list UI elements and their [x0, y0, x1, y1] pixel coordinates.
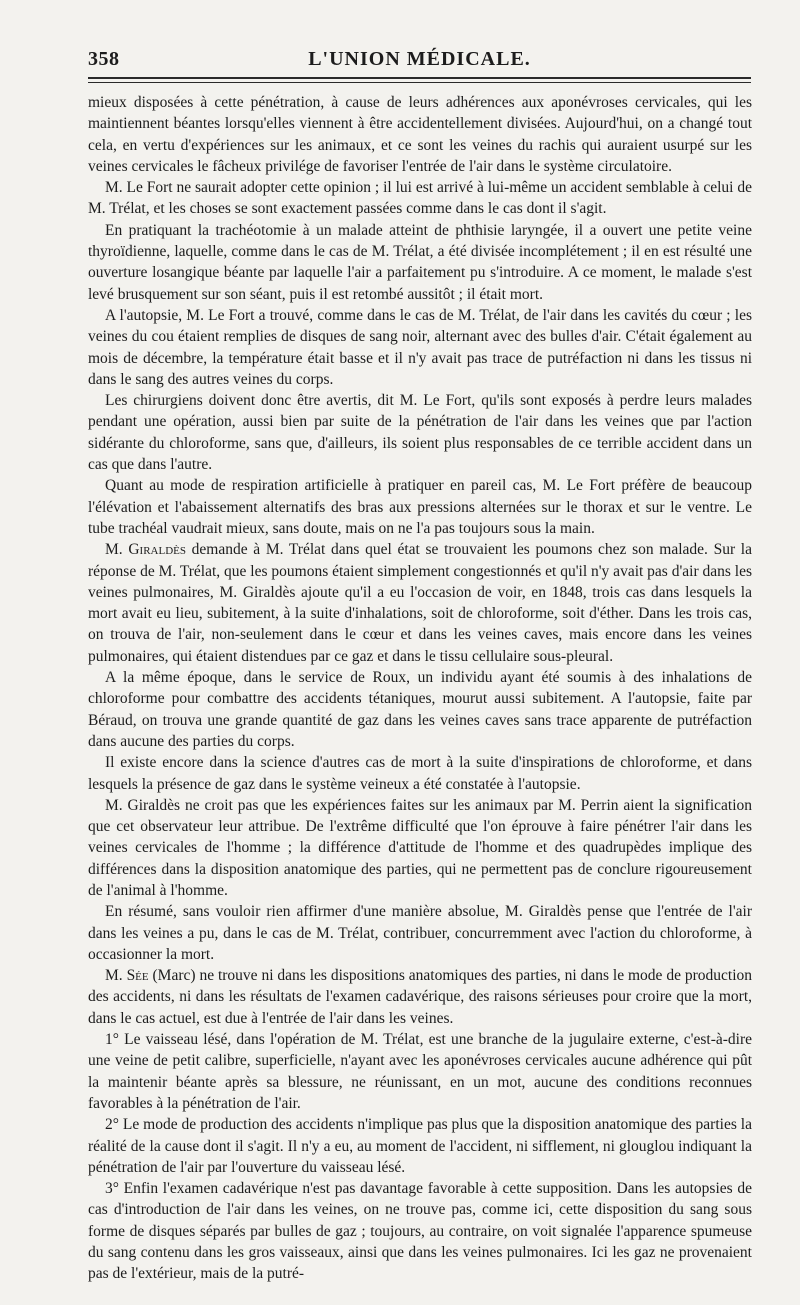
speaker-prefix: M.	[105, 179, 127, 197]
paragraph-text: A l'autopsie, M. Le Fort a trouvé, comme dans le cas de M. Trélat, de l'air dans les cavités du cœur ; les veines du cou étaient remplies de disques de sang noir, alternant avec des bulles d'air. C'était également au mois de décembre, la température était basse et il n'y avait pas trace de putréfaction ni dans les tissus ni dans le sang des autres veines du corps.	[88, 306, 752, 388]
paragraph	[88, 752, 752, 795]
header-rule-thin	[88, 82, 751, 83]
paragraph	[88, 1178, 752, 1284]
paragraph-text: 2° Le mode de production des accidents n'implique pas plus que la disposition anatomique des parties la réalité de la cause dont il s'agit. Il n'y a eu, au moment de l'accident, ni sifflement, ni glouglou indiquant la pénétration de l'air par l'ouverture du vaisseau lésé.	[88, 1116, 752, 1176]
paragraph-text: Les chirurgiens doivent donc être avertis, dit M. Le Fort, qu'ils sont exposés à perdre leurs malades pendant une opération, aussi bien par suite de la pénétration de l'air dans les veines que par l'action sidérante du chloroforme, sans que, d'ailleurs, ils soient plus responsables de ce terrible accident dans un cas que dans l'autre.	[88, 392, 752, 474]
paragraph	[88, 475, 752, 539]
paragraph	[88, 177, 752, 220]
paragraph	[88, 901, 752, 965]
paragraph-continued	[88, 92, 752, 177]
paragraph-text: mieux disposées à cette pénétration, à cause de leurs adhérences aux aponévroses cervicales, qui les maintiennent béantes lorsqu'elles viennent à être accidentellement divisées. Aujourd'hui, on a changé tout cela, en vertu d'expériences sur les animaux, et ce sont les veines du rachis qui auraient usurpé sur les veines cervicales le fâcheux privilége de favoriser l'entrée de l'air dans le système circulatoire.	[88, 94, 752, 175]
page-number: 358	[88, 48, 120, 70]
paragraph-text: En résumé, sans vouloir rien affirmer d'une manière absolue, M. Giraldès pense que l'entrée de l'air dans les veines a pu, dans le cas de M. Trélat, contribuer, concurremment avec l'action du chloroforme, à occasionner la mort.	[88, 903, 752, 963]
header-rule	[88, 77, 751, 79]
page-header	[88, 48, 751, 76]
paragraph-text: 3° Enfin l'examen cadavérique n'est pas davantage favorable à cette supposition. Dans les autopsies de cas d'introduction de l'air dans les veines, on ne trouve pas, comme ici, cette disposition du sang sous forme de disques séparés par bulles de gaz ; toujours, au contraire, on voit signalée l'apparence spumeuse du sang contenu dans les gros vaisseaux, ainsi que dans les veines pulmonaires. Ici les gaz ne provenaient pas de l'extérieur, mais de la putré-	[88, 1180, 752, 1283]
paragraph-text: (Marc) ne trouve ni dans les dispositions anatomiques des parties, ni dans le mode de production des accidents, ni dans les résultats de l'examen cadavérique, des raisons sérieuses pour croire que la mort, dans le cas actuel, est due à l'entrée de l'air dans les veines.	[88, 967, 752, 1027]
paragraph-text: En pratiquant la trachéotomie à un malade atteint de phthisie laryngée, il a ouvert une petite veine thyroïdienne, laquelle, comme dans le cas de M. Trélat, a été divisée incomplétement ; il en est résulté une ouverture losangique béante par laquelle l'air a parfaitement pu s'introduire. A ce moment, le malade s'est levé brusquement sur son séant, puis il est retombé aussitôt ; il était mort.	[88, 221, 752, 303]
paragraph	[88, 965, 752, 1029]
paragraph	[88, 220, 752, 305]
paragraph	[88, 390, 752, 475]
paragraph	[88, 667, 752, 752]
paragraph-text: Quant au mode de respiration artificielle à pratiquer en pareil cas, M. Le Fort préfère de beaucoup l'élévation et l'abaissement alternatifs des bras aux pressions alternées sur le thorax et sur le ventre. Le tube trachéal vaudrait mieux, sans doute, mais on ne l'a pas toujours sous la main.	[88, 477, 752, 537]
speaker-name: Sée	[126, 967, 149, 985]
paragraph	[88, 539, 752, 667]
paragraph-text: M. Giraldès ne croit pas que les expériences faites sur les animaux par M. Perrin aient la signification que cet observateur leur attribue. De l'extrême difficulté que l'on éprouve à faire pénétrer l'air dans les veines cervicales de l'homme ; la différence d'attitude de l'homme et des quadrupèdes implique des différences dans la disposition anatomique des parties, qui ne permettent pas de conclure rigoureusement de l'animal à l'homme.	[88, 796, 752, 899]
paragraph	[88, 305, 752, 390]
article-body	[88, 92, 752, 1285]
paragraph	[88, 1029, 752, 1114]
paragraph-text: 1° Le vaisseau lésé, dans l'opération de M. Trélat, est une branche de la jugulaire externe, c'est-à-dire une veine de petit calibre, superficielle, n'ayant avec les aponévroses cervicales aucune adhérence qui pût la maintenir béante après sa blessure, ne réunissant, en un mot, aucune des conditions reconnues favorables à la pénétration de l'air.	[88, 1031, 752, 1112]
paragraph-text: demande à M. Trélat dans quel état se trouvaient les poumons chez son malade. Sur la réponse de M. Trélat, que les poumons étaient simplement congestionnés et qu'il n'y avait pas d'air dans les veines pulmonaires, M. Giraldès ajoute qu'il a eu l'occasion de voir, en 1848, trois cas dans lesquels la mort avait eu lieu, subitement, à la suite d'inhalations, soit de chloroforme, soit d'éther. Dans les trois cas, on trouva de l'air, non-seulement dans le cœur et dans les veines caves, mais encore dans les veines pulmonaires, qui étaient distendues par ce gaz et dans le tissu cellulaire sous-pleural.	[88, 541, 752, 665]
paragraph-text: Il existe encore dans la science d'autres cas de mort à la suite d'inspirations de chloroforme, et dans lesquels la présence de gaz dans le système veineux a été constatée à l'autopsie.	[88, 754, 752, 793]
speaker-name: Giraldès	[128, 541, 186, 559]
paragraph	[88, 1114, 752, 1178]
paragraph-text: A la même époque, dans le service de Roux, un individu ayant été soumis à des inhalations de chloroforme pour combattre des accidents tétaniques, mourut aussi subitement. A l'autopsie, faite par Béraud, on trouva une grande quantité de gaz dans les veines caves sans trace apparente de putréfaction dans aucune des parties du corps.	[88, 669, 752, 750]
speaker-prefix: M.	[105, 541, 129, 559]
speaker-prefix: M.	[105, 967, 127, 985]
paragraph-text: Le Fort ne saurait adopter cette opinion ; il lui est arrivé à lui-même un accident semblable à celui de M. Trélat, et les choses se sont exactement passées comme dans le cas dont il s'agit.	[88, 179, 752, 218]
running-title: L'UNION MÉDICALE.	[308, 48, 531, 70]
paragraph	[88, 795, 752, 901]
